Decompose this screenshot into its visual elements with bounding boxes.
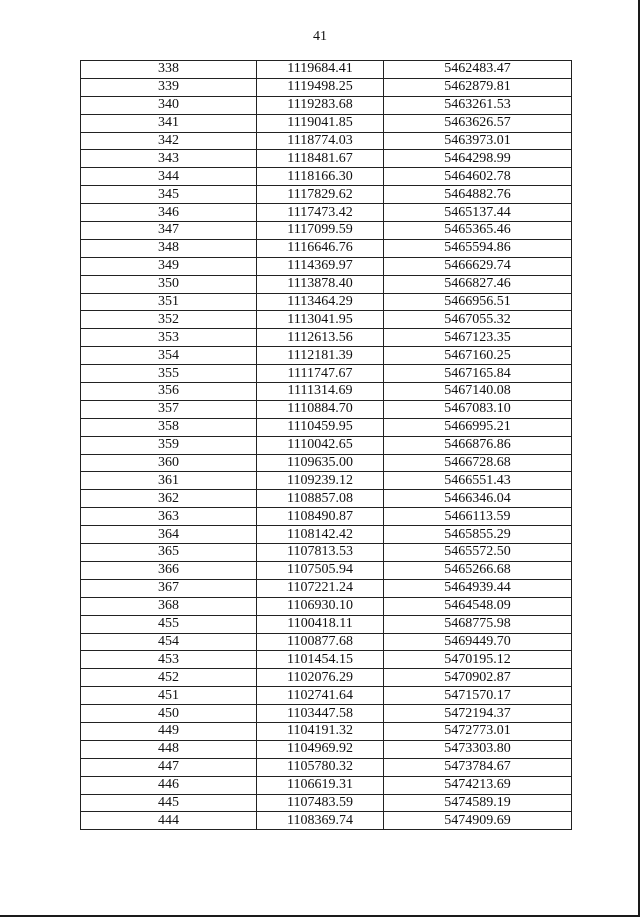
x-coordinate-cell: 1109239.12 [257,472,384,490]
point-number-cell: 344 [81,168,257,186]
point-number-cell: 341 [81,114,257,132]
x-coordinate-cell: 1107813.53 [257,544,384,562]
x-coordinate-cell: 1110459.95 [257,418,384,436]
table-row [81,579,572,597]
y-coordinate-cell: 5465572.50 [384,544,572,562]
y-coordinate-cell: 5473784.67 [384,758,572,776]
point-number-cell: 445 [81,794,257,812]
y-coordinate-cell: 5467140.08 [384,383,572,401]
table-row [81,78,572,96]
table-row [81,222,572,240]
table-row [81,418,572,436]
point-number-cell: 453 [81,651,257,669]
point-number-cell: 356 [81,383,257,401]
x-coordinate-cell: 1118774.03 [257,132,384,150]
x-coordinate-cell: 1109635.00 [257,454,384,472]
x-coordinate-cell: 1102741.64 [257,687,384,705]
point-number-cell: 446 [81,776,257,794]
y-coordinate-cell: 5466827.46 [384,275,572,293]
point-number-cell: 365 [81,544,257,562]
table-row [81,794,572,812]
y-coordinate-cell: 5463261.53 [384,96,572,114]
x-coordinate-cell: 1104969.92 [257,740,384,758]
point-number-cell: 361 [81,472,257,490]
point-number-cell: 455 [81,615,257,633]
x-coordinate-cell: 1119498.25 [257,78,384,96]
y-coordinate-cell: 5466346.04 [384,490,572,508]
point-number-cell: 355 [81,365,257,383]
x-coordinate-cell: 1110042.65 [257,436,384,454]
y-coordinate-cell: 5462483.47 [384,61,572,79]
x-coordinate-cell: 1119684.41 [257,61,384,79]
x-coordinate-cell: 1113041.95 [257,311,384,329]
table-row [81,776,572,794]
table-row [81,526,572,544]
y-coordinate-cell: 5465266.68 [384,561,572,579]
x-coordinate-cell: 1117099.59 [257,222,384,240]
point-number-cell: 342 [81,132,257,150]
y-coordinate-cell: 5474589.19 [384,794,572,812]
point-number-cell: 349 [81,257,257,275]
x-coordinate-cell: 1111747.67 [257,365,384,383]
table-row [81,812,572,830]
point-number-cell: 447 [81,758,257,776]
y-coordinate-cell: 5467083.10 [384,400,572,418]
x-coordinate-cell: 1118166.30 [257,168,384,186]
point-number-cell: 444 [81,812,257,830]
point-number-cell: 452 [81,669,257,687]
x-coordinate-cell: 1112613.56 [257,329,384,347]
point-number-cell: 347 [81,222,257,240]
y-coordinate-cell: 5466956.51 [384,293,572,311]
table-row [81,204,572,222]
point-number-cell: 345 [81,186,257,204]
y-coordinate-cell: 5473303.80 [384,740,572,758]
table-row [81,490,572,508]
table-row [81,400,572,418]
table-row [81,257,572,275]
table-row [81,722,572,740]
table-row [81,687,572,705]
table-row [81,633,572,651]
x-coordinate-cell: 1107221.24 [257,579,384,597]
x-coordinate-cell: 1100877.68 [257,633,384,651]
point-number-cell: 354 [81,347,257,365]
table-row [81,61,572,79]
point-number-cell: 359 [81,436,257,454]
y-coordinate-cell: 5472773.01 [384,722,572,740]
x-coordinate-cell: 1116646.76 [257,239,384,257]
point-number-cell: 367 [81,579,257,597]
y-coordinate-cell: 5465855.29 [384,526,572,544]
table-row [81,96,572,114]
point-number-cell: 350 [81,275,257,293]
table-row [81,615,572,633]
x-coordinate-cell: 1102076.29 [257,669,384,687]
x-coordinate-cell: 1103447.58 [257,705,384,723]
y-coordinate-cell: 5466629.74 [384,257,572,275]
x-coordinate-cell: 1101454.15 [257,651,384,669]
point-number-cell: 364 [81,526,257,544]
y-coordinate-cell: 5465137.44 [384,204,572,222]
y-coordinate-cell: 5472194.37 [384,705,572,723]
y-coordinate-cell: 5464882.76 [384,186,572,204]
x-coordinate-cell: 1100418.11 [257,615,384,633]
y-coordinate-cell: 5467165.84 [384,365,572,383]
point-number-cell: 454 [81,633,257,651]
point-number-cell: 360 [81,454,257,472]
y-coordinate-cell: 5466995.21 [384,418,572,436]
point-number-cell: 363 [81,508,257,526]
table-row [81,561,572,579]
y-coordinate-cell: 5466728.68 [384,454,572,472]
y-coordinate-cell: 5469449.70 [384,633,572,651]
y-coordinate-cell: 5474213.69 [384,776,572,794]
point-number-cell: 451 [81,687,257,705]
point-number-cell: 348 [81,239,257,257]
table-row [81,436,572,454]
y-coordinate-cell: 5464298.99 [384,150,572,168]
table-row [81,239,572,257]
y-coordinate-cell: 5464548.09 [384,597,572,615]
point-number-cell: 357 [81,400,257,418]
table-row [81,651,572,669]
table-row [81,168,572,186]
point-number-cell: 338 [81,61,257,79]
point-number-cell: 358 [81,418,257,436]
page-number: 41 [313,29,327,44]
table-row [81,329,572,347]
y-coordinate-cell: 5465365.46 [384,222,572,240]
table-row [81,365,572,383]
y-coordinate-cell: 5467123.35 [384,329,572,347]
table-row [81,740,572,758]
y-coordinate-cell: 5467160.25 [384,347,572,365]
point-number-cell: 450 [81,705,257,723]
table-row [81,150,572,168]
coordinates-table-body [81,61,572,830]
table-row [81,275,572,293]
x-coordinate-cell: 1114369.97 [257,257,384,275]
point-number-cell: 340 [81,96,257,114]
table-row [81,705,572,723]
x-coordinate-cell: 1106930.10 [257,597,384,615]
y-coordinate-cell: 5467055.32 [384,311,572,329]
y-coordinate-cell: 5463973.01 [384,132,572,150]
table-row [81,383,572,401]
x-coordinate-cell: 1105780.32 [257,758,384,776]
x-coordinate-cell: 1113464.29 [257,293,384,311]
y-coordinate-cell: 5466113.59 [384,508,572,526]
x-coordinate-cell: 1111314.69 [257,383,384,401]
y-coordinate-cell: 5468775.98 [384,615,572,633]
point-number-cell: 366 [81,561,257,579]
y-coordinate-cell: 5470902.87 [384,669,572,687]
point-number-cell: 346 [81,204,257,222]
y-coordinate-cell: 5466876.86 [384,436,572,454]
table-row [81,544,572,562]
x-coordinate-cell: 1118481.67 [257,150,384,168]
y-coordinate-cell: 5463626.57 [384,114,572,132]
y-coordinate-cell: 5471570.17 [384,687,572,705]
x-coordinate-cell: 1119041.85 [257,114,384,132]
y-coordinate-cell: 5474909.69 [384,812,572,830]
point-number-cell: 351 [81,293,257,311]
y-coordinate-cell: 5464939.44 [384,579,572,597]
y-coordinate-cell: 5465594.86 [384,239,572,257]
table-row [81,347,572,365]
point-number-cell: 353 [81,329,257,347]
table-row [81,186,572,204]
x-coordinate-cell: 1112181.39 [257,347,384,365]
x-coordinate-cell: 1107505.94 [257,561,384,579]
point-number-cell: 448 [81,740,257,758]
x-coordinate-cell: 1108369.74 [257,812,384,830]
table-row [81,454,572,472]
table-row [81,293,572,311]
point-number-cell: 362 [81,490,257,508]
x-coordinate-cell: 1117473.42 [257,204,384,222]
point-number-cell: 339 [81,78,257,96]
table-row [81,669,572,687]
point-number-cell: 343 [81,150,257,168]
y-coordinate-cell: 5470195.12 [384,651,572,669]
x-coordinate-cell: 1104191.32 [257,722,384,740]
x-coordinate-cell: 1108142.42 [257,526,384,544]
y-coordinate-cell: 5464602.78 [384,168,572,186]
table-row [81,114,572,132]
x-coordinate-cell: 1119283.68 [257,96,384,114]
table-row [81,508,572,526]
x-coordinate-cell: 1110884.70 [257,400,384,418]
x-coordinate-cell: 1108490.87 [257,508,384,526]
coordinates-table [80,60,572,830]
y-coordinate-cell: 5462879.81 [384,78,572,96]
x-coordinate-cell: 1106619.31 [257,776,384,794]
table-row [81,311,572,329]
table-row [81,132,572,150]
table-row [81,472,572,490]
x-coordinate-cell: 1117829.62 [257,186,384,204]
table-row [81,758,572,776]
point-number-cell: 352 [81,311,257,329]
x-coordinate-cell: 1113878.40 [257,275,384,293]
x-coordinate-cell: 1107483.59 [257,794,384,812]
x-coordinate-cell: 1108857.08 [257,490,384,508]
point-number-cell: 449 [81,722,257,740]
y-coordinate-cell: 5466551.43 [384,472,572,490]
table-row [81,597,572,615]
point-number-cell: 368 [81,597,257,615]
